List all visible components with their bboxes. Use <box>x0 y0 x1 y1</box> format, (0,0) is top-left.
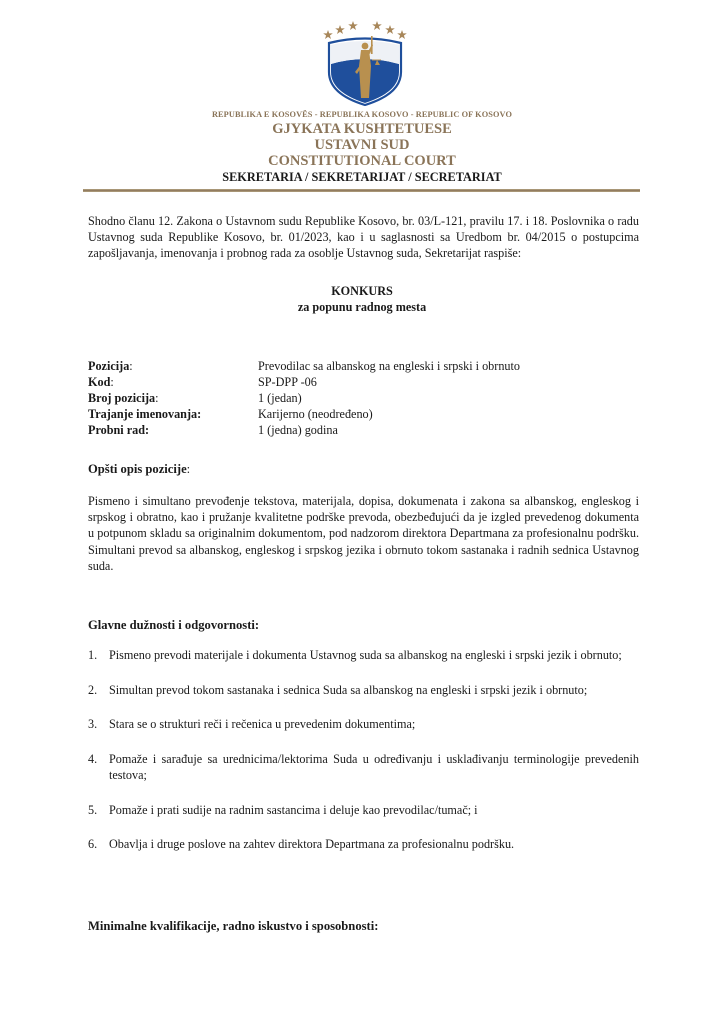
fact-row <box>88 390 520 406</box>
fact-label: Broj pozicija: <box>88 391 159 405</box>
document-subtitle: za popunu radnog mesta <box>297 300 427 314</box>
fact-value: Prevodilac sa albanskog na engleski i srpski i obrnuto <box>258 359 520 373</box>
list-item-number: 2. <box>88 682 98 697</box>
fact-row <box>88 422 520 438</box>
fact-label: Pozicija: <box>88 359 133 373</box>
fact-label: Kod: <box>88 375 114 389</box>
list-item <box>88 647 639 663</box>
list-item-number: 4. <box>88 751 98 766</box>
fact-value: Karijerno (neodređeno) <box>258 407 373 421</box>
list-item-number: 3. <box>88 717 98 732</box>
list-item-number: 1. <box>88 648 98 662</box>
fact-row <box>88 374 520 390</box>
court-name-serbian: USTAVNI SUD <box>314 137 410 153</box>
general-description-text: Pismeno i simultano prevođenje tekstova, materijala, dopisa, dokumenata i zakona sa albanskog, engleskog i srpskog i obratno, kao i pružanje kvalitetne podrške prevoda, obezbeđujući da je izgled prevedenog dokumenta u potpunom skladu sa originalnim dokumentom, pod nadzorom direktora Departmana za profesionalnu podršku. Simultani prevod sa albanskog, engleskog i srpskog jezika i obrnuto tokom sastanaka i radnih sednica Ustavnog suda. <box>88 494 639 573</box>
list-item-text: Obavlja i druge poslove na zahtev direktora Departmana za profesionalnu podršku. <box>109 836 515 851</box>
list-item <box>88 836 639 852</box>
court-name-albanian: GJYKATA KUSHTETUESE <box>272 121 452 137</box>
secretariat-line: SEKRETARIA / SEKRETARIJAT / SECRETARIAT <box>222 170 502 184</box>
list-item-number: 5. <box>88 802 98 817</box>
list-item <box>88 751 639 783</box>
general-description-heading: Opšti opis pozicije: <box>88 462 191 476</box>
fact-value: 1 (jedna) godina <box>258 423 338 437</box>
document-title: KONKURS <box>331 284 393 298</box>
fact-row <box>88 406 520 422</box>
duties-list <box>88 647 639 870</box>
duties-heading: Glavne dužnosti i odgovornosti: <box>88 618 260 632</box>
fact-row <box>88 358 520 374</box>
list-item-text: Stara se o strukturi reči i rečenica u prevedenim dokumentima; <box>109 717 416 732</box>
list-item <box>88 682 639 698</box>
list-item-text: Pomaže i prati sudije na radnim sastancima i deluje kao prevodilac/tumač; i <box>109 802 478 817</box>
fact-label: Probni rad: <box>88 423 150 437</box>
list-item-text: Simultan prevod tokom sastanaka i sednica Suda sa albanskog na engleski i srpski jezik i obrnuto; <box>109 682 588 697</box>
court-emblem-logo <box>322 14 408 106</box>
fact-value: 1 (jedan) <box>258 391 302 405</box>
list-item <box>88 802 639 818</box>
list-item-text: Pomaže i sarađuje sa urednicima/lektorima Suda u određivanju i usklađivanju terminologije prevedenih testova; <box>109 751 639 782</box>
qualifications-heading: Minimalne kvalifikacije, radno iskustvo i sposobnosti: <box>88 919 379 933</box>
fact-label: Trajanje imenovanja: <box>88 407 202 421</box>
list-item <box>88 716 639 732</box>
list-item-text: Pismeno prevodi materijale i dokumenta Ustavnog suda sa albanskog na engleski i srpski jezik i obrnuto; <box>109 648 622 662</box>
court-name-english: CONSTITUTIONAL COURT <box>268 153 456 169</box>
header-divider <box>83 189 640 192</box>
position-facts <box>88 358 520 438</box>
stars-icon <box>323 21 407 39</box>
fact-value: SP-DPP -06 <box>258 375 317 389</box>
list-item-number: 6. <box>88 836 98 851</box>
republic-line: REPUBLIKA E KOSOVËS - REPUBLIKA KOSOVO - REPUBLIC OF KOSOVO <box>211 110 513 119</box>
intro-paragraph: Shodno članu 12. Zakona o Ustavnom sudu Republike Kosovo, br. 03/L-121, pravilu 17. i 18. Poslovnika o radu Ustavnog suda Republike Kosovo, br. 01/2023, kao i u saglasnosti sa Uredbom br. 04/2015 o postupcima zapošljavanja, imenovanja i probnog rada za osoblje Ustavnog suda, Sekretarijat raspiše: <box>88 214 639 261</box>
